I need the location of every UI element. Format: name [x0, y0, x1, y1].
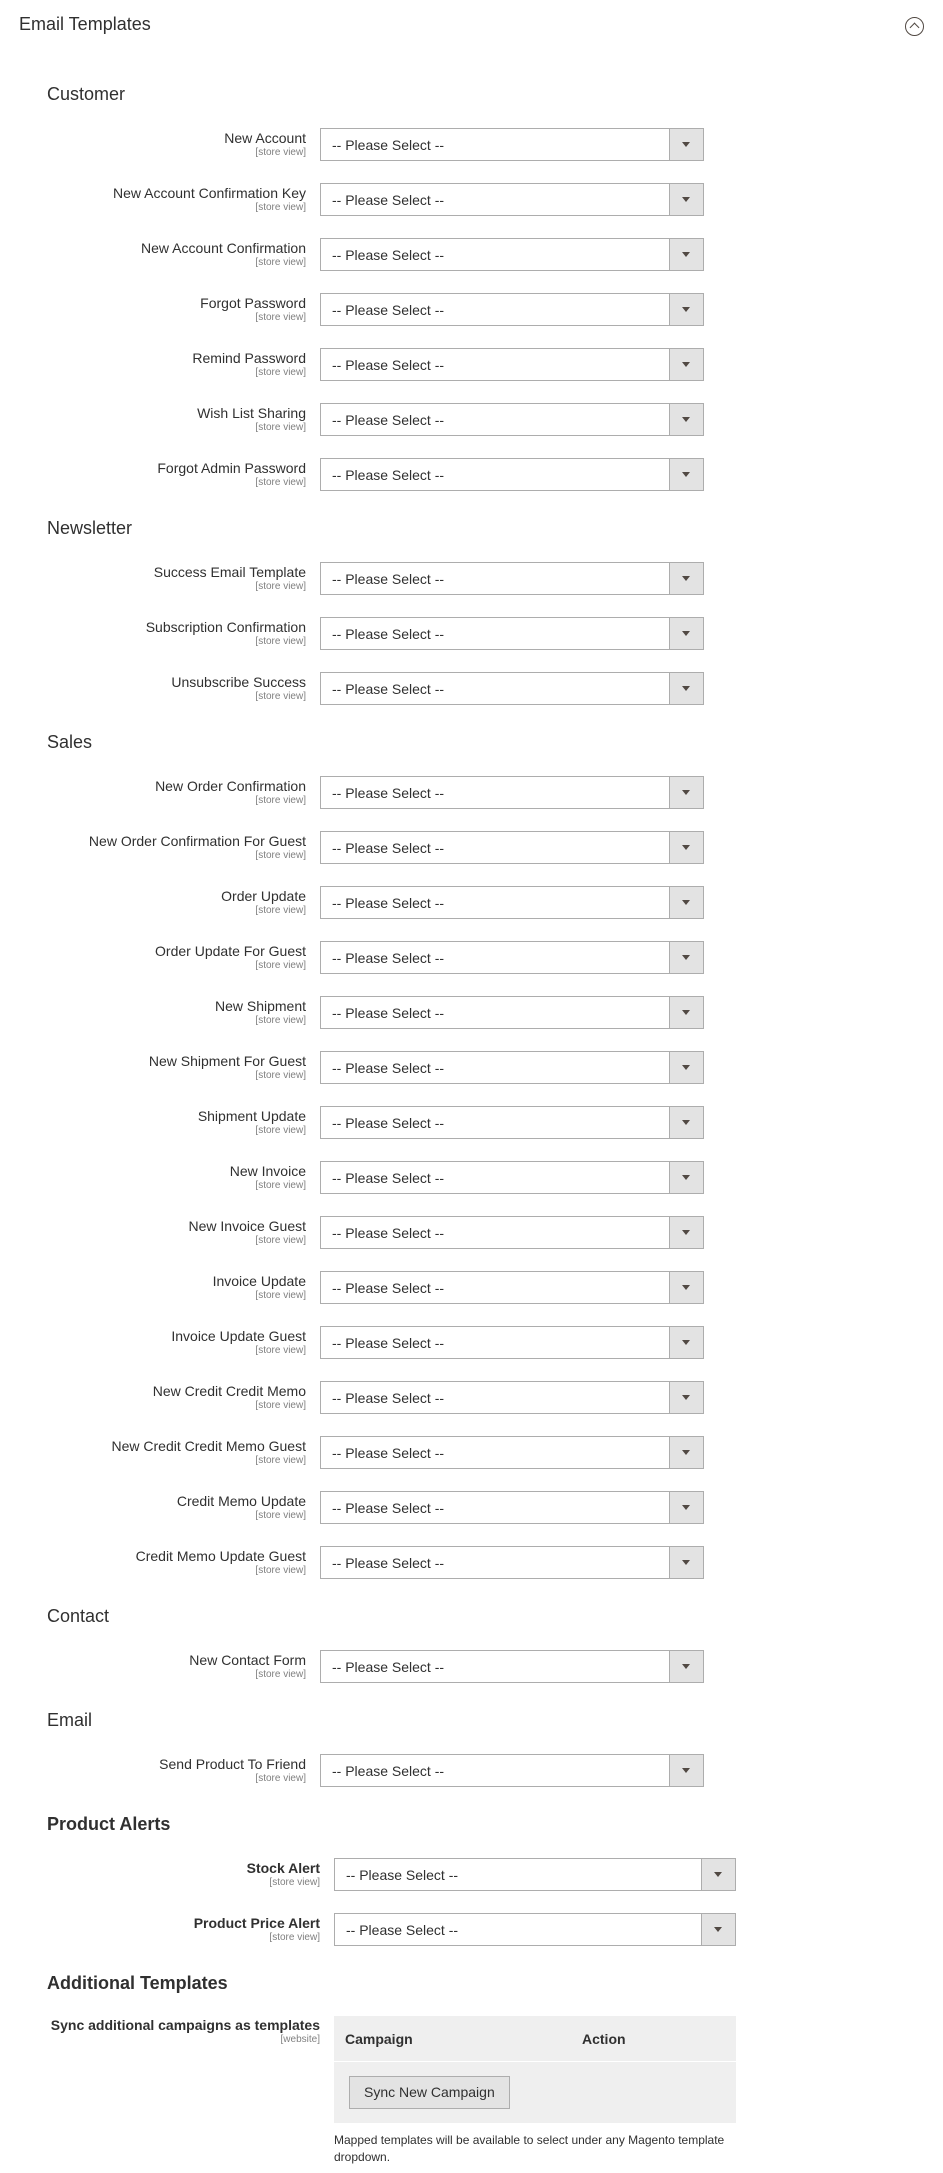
- select-value: -- Please Select --: [332, 1500, 445, 1516]
- scope-label: [store view]: [255, 1345, 306, 1356]
- scope-label: [store view]: [255, 691, 306, 702]
- field-label: Shipment Update: [197, 1108, 306, 1124]
- select-value: -- Please Select --: [332, 137, 445, 153]
- field-row-new-shipment-guest: [0, 1053, 943, 1093]
- scope-label: [store view]: [269, 1877, 320, 1888]
- field-label: Credit Memo Update: [176, 1493, 306, 1509]
- field-label: Order Update For Guest: [155, 943, 306, 959]
- chevron-down-icon[interactable]: [701, 1914, 735, 1945]
- select-value: -- Please Select --: [332, 1115, 445, 1131]
- chevron-down-icon[interactable]: [669, 1437, 703, 1468]
- forgot-admin-password-select[interactable]: [320, 458, 704, 491]
- field-row-success-email-template: [0, 564, 943, 604]
- scope-label: [store view]: [255, 905, 306, 916]
- field-label: Order Update: [221, 888, 306, 904]
- unsubscribe-success-select[interactable]: [320, 672, 704, 705]
- select-value: -- Please Select --: [332, 1060, 445, 1076]
- field-row-new-account: [0, 130, 943, 170]
- field-label: Forgot Password: [200, 295, 306, 311]
- select-value: -- Please Select --: [332, 357, 445, 373]
- group-title-email: Email: [47, 1710, 93, 1730]
- new-shipment-select[interactable]: [320, 996, 704, 1029]
- select-value: -- Please Select --: [332, 1445, 445, 1461]
- invoice-update-select[interactable]: [320, 1271, 704, 1304]
- field-label: New Shipment For Guest: [148, 1053, 306, 1069]
- group-title-contact: Contact: [47, 1606, 110, 1626]
- credit-memo-update-guest-select[interactable]: [320, 1546, 704, 1579]
- field-label: Product Price Alert: [193, 1915, 320, 1931]
- scope-label: [store view]: [255, 202, 306, 213]
- select-value: -- Please Select --: [332, 895, 445, 911]
- field-row-invoice-update-guest: [0, 1328, 943, 1368]
- chevron-down-icon[interactable]: [669, 777, 703, 808]
- field-row-new-invoice-guest: [0, 1218, 943, 1258]
- scope-label: [store view]: [255, 1669, 306, 1680]
- chevron-down-icon[interactable]: [669, 1382, 703, 1413]
- chevron-down-icon[interactable]: [669, 618, 703, 649]
- select-value: -- Please Select --: [332, 192, 445, 208]
- scope-label: [store view]: [255, 636, 306, 647]
- chevron-down-icon[interactable]: [669, 1272, 703, 1303]
- shipment-update-select[interactable]: [320, 1106, 704, 1139]
- chevron-down-icon[interactable]: [669, 1755, 703, 1786]
- field-label: Success Email Template: [153, 564, 306, 580]
- field-label: New Order Confirmation For Guest: [88, 833, 306, 849]
- field-row-send-product-to-friend: [0, 1756, 943, 1796]
- section-title: Email Templates: [19, 14, 151, 34]
- group-title-newsletter: Newsletter: [47, 518, 133, 538]
- field-row-new-order-confirmation: [0, 778, 943, 818]
- new-shipment-guest-select[interactable]: [320, 1051, 704, 1084]
- chevron-down-icon[interactable]: [669, 997, 703, 1028]
- chevron-down-icon[interactable]: [669, 563, 703, 594]
- scope-label: [store view]: [255, 422, 306, 433]
- field-label: Invoice Update: [212, 1273, 306, 1289]
- field-row-new-account-confirmation-key: [0, 185, 943, 225]
- scope-label: [store view]: [255, 477, 306, 488]
- scope-label: [store view]: [255, 1773, 306, 1784]
- scope-label: [store view]: [255, 1015, 306, 1026]
- field-row-new-contact-form: [0, 1652, 943, 1692]
- scope-label: [store view]: [255, 581, 306, 592]
- field-label: Sync additional campaigns as templates: [50, 2017, 320, 2033]
- chevron-down-icon[interactable]: [669, 184, 703, 215]
- field-label: Wish List Sharing: [197, 405, 306, 421]
- field-label: Invoice Update Guest: [171, 1328, 306, 1344]
- field-row-credit-memo-update-guest: [0, 1548, 943, 1588]
- field-label: New Invoice Guest: [188, 1218, 306, 1234]
- credit-memo-update-select[interactable]: [320, 1491, 704, 1524]
- field-label: Unsubscribe Success: [171, 674, 306, 690]
- select-value: -- Please Select --: [332, 1280, 445, 1296]
- chevron-down-icon[interactable]: [669, 239, 703, 270]
- field-label: New Account Confirmation: [141, 240, 306, 256]
- collapse-icon[interactable]: [905, 17, 924, 36]
- new-account-select[interactable]: [320, 128, 704, 161]
- scope-label: [store view]: [255, 1565, 306, 1576]
- scope-label: [store view]: [255, 257, 306, 268]
- chevron-down-icon[interactable]: [701, 1859, 735, 1890]
- new-invoice-select[interactable]: [320, 1161, 704, 1194]
- invoice-update-guest-select[interactable]: [320, 1326, 704, 1359]
- scope-label: [store view]: [255, 1125, 306, 1136]
- field-row-credit-memo-update: [0, 1493, 943, 1533]
- field-row-new-account-confirmation: [0, 240, 943, 280]
- field-label: New Account: [224, 130, 306, 146]
- select-value: -- Please Select --: [332, 785, 445, 801]
- select-value: -- Please Select --: [332, 302, 445, 318]
- field-label: New Invoice: [229, 1163, 306, 1179]
- select-value: -- Please Select --: [332, 1170, 445, 1186]
- scope-label: [store view]: [255, 1400, 306, 1411]
- scope-label: [store view]: [255, 795, 306, 806]
- chevron-down-icon[interactable]: [669, 673, 703, 704]
- field-row-wish-list-sharing: [0, 405, 943, 445]
- field-row-order-update: [0, 888, 943, 928]
- field-row-shipment-update: [0, 1108, 943, 1148]
- select-value: -- Please Select --: [332, 1555, 445, 1571]
- chevron-down-icon[interactable]: [669, 294, 703, 325]
- chevron-down-icon[interactable]: [669, 1327, 703, 1358]
- new-contact-form-select[interactable]: [320, 1650, 704, 1683]
- group-title-sales: Sales: [47, 732, 93, 752]
- chevron-down-icon[interactable]: [669, 942, 703, 973]
- scope-label: [store view]: [255, 1510, 306, 1521]
- field-label: Subscription Confirmation: [145, 619, 306, 635]
- chevron-down-icon[interactable]: [669, 832, 703, 863]
- send-product-to-friend-select[interactable]: [320, 1754, 704, 1787]
- field-row-new-credit-memo: [0, 1383, 943, 1423]
- chevron-down-icon[interactable]: [669, 1651, 703, 1682]
- select-value: -- Please Select --: [332, 1005, 445, 1021]
- field-row-stock-alert: [0, 1860, 943, 1900]
- field-row-new-order-confirmation-guest: [0, 833, 943, 873]
- field-label: Stock Alert: [246, 1860, 320, 1876]
- field-label: New Shipment: [214, 998, 306, 1014]
- group-title-additional-templates: Additional Templates: [47, 1973, 228, 1993]
- campaign-table: [334, 2016, 736, 2123]
- scope-label: [store view]: [269, 1932, 320, 1943]
- field-label: New Account Confirmation Key: [113, 185, 306, 201]
- new-order-confirmation-guest-select[interactable]: [320, 831, 704, 864]
- table-header: [334, 2016, 736, 2062]
- sync-campaigns-label: [51, 2017, 320, 2046]
- chevron-down-icon[interactable]: [669, 1052, 703, 1083]
- scope-label: [store view]: [255, 1180, 306, 1191]
- chevron-down-icon[interactable]: [669, 459, 703, 490]
- scope-label: [store view]: [255, 312, 306, 323]
- scope-label: [store view]: [255, 147, 306, 158]
- field-row-product-price-alert: [0, 1915, 943, 1955]
- new-account-confirmation-select[interactable]: [320, 238, 704, 271]
- new-invoice-guest-select[interactable]: [320, 1216, 704, 1249]
- order-update-select[interactable]: [320, 886, 704, 919]
- chevron-down-icon[interactable]: [669, 1492, 703, 1523]
- email-templates-section-header[interactable]: [0, 0, 943, 55]
- select-value: -- Please Select --: [332, 1335, 445, 1351]
- chevron-down-icon[interactable]: [669, 887, 703, 918]
- select-value: -- Please Select --: [332, 1225, 445, 1241]
- chevron-down-icon[interactable]: [669, 1217, 703, 1248]
- new-account-confirmation-key-select[interactable]: [320, 183, 704, 216]
- field-label: Remind Password: [192, 350, 306, 366]
- select-value: -- Please Select --: [346, 1922, 459, 1938]
- scope-label: [store view]: [255, 1290, 306, 1301]
- scope-label: [store view]: [255, 850, 306, 861]
- column-header-action: Action: [582, 2031, 626, 2047]
- scope-label: [store view]: [255, 1235, 306, 1246]
- field-row-forgot-password: [0, 295, 943, 335]
- scope-label: [store view]: [255, 367, 306, 378]
- select-value: -- Please Select --: [332, 840, 445, 856]
- order-update-guest-select[interactable]: [320, 941, 704, 974]
- field-label: Credit Memo Update Guest: [135, 1548, 306, 1564]
- remind-password-select[interactable]: [320, 348, 704, 381]
- chevron-down-icon[interactable]: [669, 1162, 703, 1193]
- select-value: -- Please Select --: [332, 571, 445, 587]
- select-value: -- Please Select --: [332, 412, 445, 428]
- field-row-invoice-update: [0, 1273, 943, 1313]
- wish-list-sharing-select[interactable]: [320, 403, 704, 436]
- chevron-down-icon[interactable]: [669, 404, 703, 435]
- field-label: Send Product To Friend: [159, 1756, 306, 1772]
- field-row-new-invoice: [0, 1163, 943, 1203]
- field-label: New Credit Credit Memo Guest: [111, 1438, 306, 1454]
- group-title-product-alerts: Product Alerts: [47, 1814, 171, 1834]
- chevron-down-icon[interactable]: [669, 129, 703, 160]
- scope-label: [store view]: [255, 1070, 306, 1081]
- field-label: New Credit Credit Memo: [152, 1383, 306, 1399]
- select-value: -- Please Select --: [332, 950, 445, 966]
- field-row-forgot-admin-password: [0, 460, 943, 500]
- field-row-unsubscribe-success: [0, 674, 943, 714]
- select-value: -- Please Select --: [332, 1763, 445, 1779]
- sync-new-campaign-button[interactable]: Sync New Campaign: [349, 2076, 510, 2109]
- product-price-alert-select[interactable]: [334, 1913, 736, 1946]
- chevron-down-icon[interactable]: [669, 1547, 703, 1578]
- stock-alert-select[interactable]: [334, 1858, 736, 1891]
- success-email-template-select[interactable]: [320, 562, 704, 595]
- field-row-subscription-confirmation: [0, 619, 943, 659]
- field-label: New Order Confirmation: [155, 778, 306, 794]
- field-row-remind-password: [0, 350, 943, 390]
- new-order-confirmation-select[interactable]: [320, 776, 704, 809]
- select-value: -- Please Select --: [332, 1390, 445, 1406]
- field-row-new-shipment: [0, 998, 943, 1038]
- field-row-new-credit-memo-guest: [0, 1438, 943, 1478]
- select-value: -- Please Select --: [332, 247, 445, 263]
- chevron-down-icon[interactable]: [669, 349, 703, 380]
- new-credit-memo-guest-select[interactable]: [320, 1436, 704, 1469]
- select-value: -- Please Select --: [332, 467, 445, 483]
- chevron-down-icon[interactable]: [669, 1107, 703, 1138]
- forgot-password-select[interactable]: [320, 293, 704, 326]
- field-label: Forgot Admin Password: [157, 460, 306, 476]
- select-value: -- Please Select --: [332, 681, 445, 697]
- new-credit-memo-select[interactable]: [320, 1381, 704, 1414]
- scope-label: [store view]: [255, 960, 306, 971]
- scope-label: [store view]: [255, 1455, 306, 1466]
- group-title-customer: Customer: [47, 84, 126, 104]
- mapped-templates-note: Mapped templates will be available to select under any Magento template dropdown.: [334, 2133, 725, 2164]
- subscription-confirmation-select[interactable]: [320, 617, 704, 650]
- select-value: -- Please Select --: [346, 1867, 459, 1883]
- field-label: New Contact Form: [189, 1652, 306, 1668]
- field-row-order-update-guest: [0, 943, 943, 983]
- select-value: -- Please Select --: [332, 626, 445, 642]
- scope-label: [website]: [280, 2034, 320, 2045]
- select-value: -- Please Select --: [332, 1659, 445, 1675]
- column-header-campaign: Campaign: [345, 2031, 413, 2047]
